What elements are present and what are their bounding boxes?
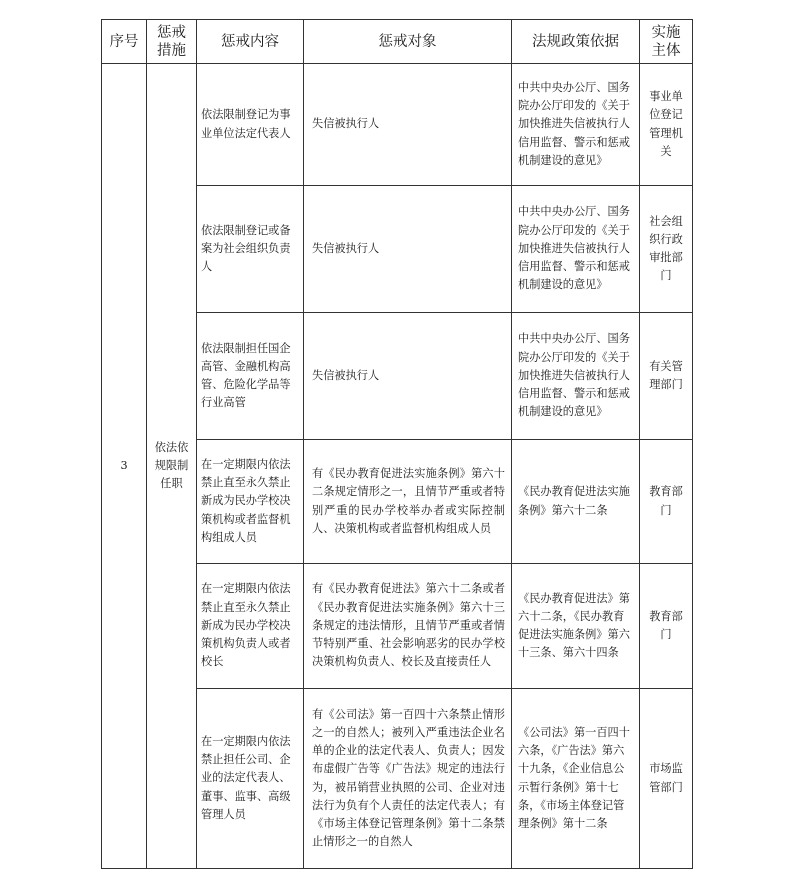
header-row (102, 20, 693, 64)
body-cell: 有关管理部门 (640, 313, 693, 440)
body-cell: 事业单位登记管理机关 (640, 64, 693, 186)
law-cell: 中共中央办公厅、国务院办公厅印发的《关于加快推进失信被执行人信用监督、警示和惩戒机制建设的意见》 (512, 186, 640, 313)
content-cell: 依法限制登记为事业单位法定代表人 (197, 64, 304, 186)
law-cell: 《民办教育促进法实施条例》第六十二条 (512, 440, 640, 564)
body-cell: 教育部门 (640, 564, 693, 689)
content-cell: 依法限制担任国企高管、金融机构高管、危险化学品等行业高管 (197, 313, 304, 440)
table-row (102, 64, 693, 186)
content-cell: 在一定期限内依法禁止直至永久禁止新成为民办学校决策机构或者监督机构组成人员 (197, 440, 304, 564)
target-cell: 有《公司法》第一百四十六条禁止情形之一的自然人；被列入严重违法企业名单的企业的法定代表人、负责人；因发布虚假广告等《广告法》规定的违法行为，被吊销营业执照的公司、企业对违法行为负有个人责任的法定代表人；有《市场主体登记管理条例》第十二条禁止情形之一的自然人 (304, 689, 512, 869)
content-cell: 依法限制登记或备案为社会组织负责人 (197, 186, 304, 313)
law-cell: 中共中央办公厅、国务院办公厅印发的《关于加快推进失信被执行人信用监督、警示和惩戒机制建设的意见》 (512, 64, 640, 186)
header-seq: 序号 (102, 20, 147, 64)
target-cell: 失信被执行人 (304, 313, 512, 440)
seq-cell: 3 (102, 64, 147, 869)
target-cell: 失信被执行人 (304, 64, 512, 186)
body-cell: 市场监管部门 (640, 689, 693, 869)
header-measure: 惩戒措施 (147, 20, 197, 64)
punishment-table (101, 19, 693, 869)
body-cell: 教育部门 (640, 440, 693, 564)
target-cell: 有《民办教育促进法实施条例》第六十二条规定情形之一，且情节严重或者特别严重的民办学校举办者或实际控制人、决策机构或者监督机构组成人员 (304, 440, 512, 564)
content-cell: 在一定期限内依法禁止直至永久禁止新成为民办学校决策机构负责人或者校长 (197, 564, 304, 689)
header-body: 实施主体 (640, 20, 693, 64)
content-cell: 在一定期限内依法禁止担任公司、企业的法定代表人、董事、监事、高级管理人员 (197, 689, 304, 869)
header-content: 惩戒内容 (197, 20, 304, 64)
target-cell: 失信被执行人 (304, 186, 512, 313)
header-target: 惩戒对象 (304, 20, 512, 64)
law-cell: 《民办教育促进法》第六十二条，《民办教育促进法实施条例》第六十三条、第六十四条 (512, 564, 640, 689)
body-cell: 社会组织行政审批部门 (640, 186, 693, 313)
target-cell: 有《民办教育促进法》第六十二条或者《民办教育促进法实施条例》第六十三条规定的违法情形，且情节严重或者情节特别严重、社会影响恶劣的民办学校决策机构负责人、校长及直接责任人 (304, 564, 512, 689)
law-cell: 《公司法》第一百四十六条，《广告法》第六十九条，《企业信息公示暂行条例》第十七条，《市场主体登记管理条例》第十二条 (512, 689, 640, 869)
header-law: 法规政策依据 (512, 20, 640, 64)
measure-cell: 依法依规限制任职 (147, 64, 197, 869)
law-cell: 中共中央办公厅、国务院办公厅印发的《关于加快推进失信被执行人信用监督、警示和惩戒机制建设的意见》 (512, 313, 640, 440)
